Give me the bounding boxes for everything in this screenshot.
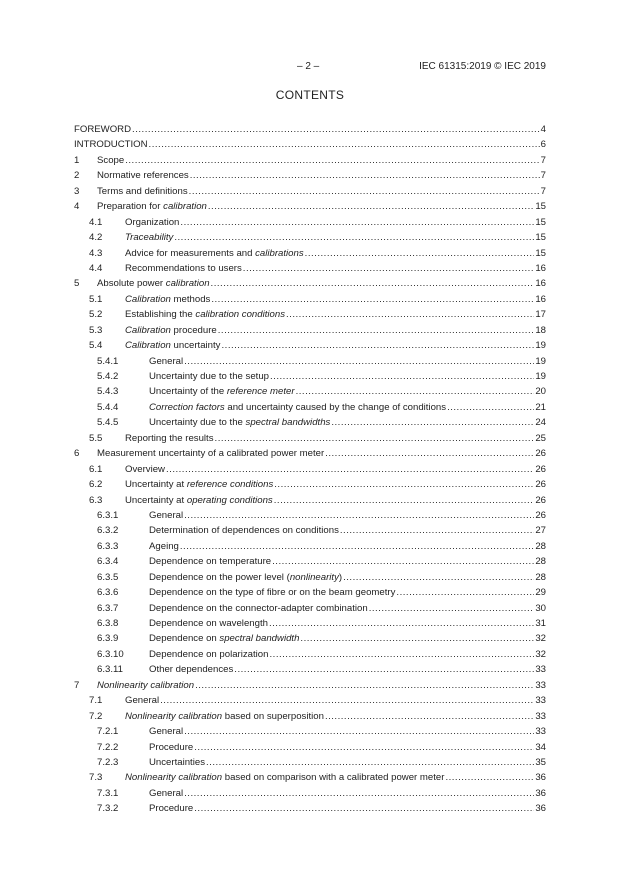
toc-entry[interactable] (74, 616, 546, 631)
toc-entry-title: Procedure (149, 740, 193, 755)
toc-entry[interactable] (74, 801, 546, 816)
toc-entry[interactable] (74, 230, 546, 245)
toc-entry[interactable] (74, 431, 546, 446)
toc-entry-title: Establishing the calibration conditions (125, 307, 285, 322)
toc-entry-number: 5 (74, 278, 80, 290)
toc-entry-number: 3 (74, 185, 80, 197)
dot-leader (194, 740, 534, 755)
dot-leader (180, 539, 534, 554)
toc-entry-title: General (149, 724, 183, 739)
toc-entry-number: 4 (74, 201, 80, 213)
toc-entry-number: 6.3.11 (97, 664, 123, 676)
toc-entry-title: Calibration procedure (125, 323, 217, 338)
toc-entry-page: 32 (535, 633, 546, 645)
dot-leader (243, 261, 535, 276)
toc-entry[interactable] (74, 261, 546, 276)
toc-entry-page: 35 (535, 756, 546, 768)
toc-entry-number: 5.4.4 (97, 401, 119, 413)
toc-entry[interactable] (74, 184, 546, 199)
toc-entry-number: 6 (74, 448, 80, 460)
dot-leader (184, 724, 534, 739)
toc-entry-number: 7.3.2 (97, 803, 119, 815)
toc-entry-page: 21 (535, 401, 546, 413)
toc-entry-title: Uncertainty due to the setup (149, 369, 269, 384)
toc-entry[interactable] (74, 539, 546, 554)
toc-entry-page: 27 (535, 525, 546, 537)
toc-entry-title: Reporting the results (125, 431, 214, 446)
toc-entry-title: INTRODUCTION (74, 137, 148, 152)
toc-entry-page: 15 (535, 232, 546, 244)
toc-entry-page: 19 (535, 371, 546, 382)
toc-entry-page: 36 (535, 787, 546, 799)
toc-entry-number: 4.2 (89, 232, 103, 244)
toc-entry-page: 33 (535, 664, 546, 676)
toc-entry-page: 15 (535, 247, 546, 259)
dot-leader (132, 122, 540, 137)
toc-entry-page: 36 (535, 803, 546, 815)
toc-entry[interactable] (74, 246, 546, 261)
dot-leader (340, 523, 534, 538)
toc-entry-title: Dependence on the power level (nonlinearity) (149, 570, 342, 585)
dot-leader (208, 199, 534, 214)
dot-leader (211, 292, 534, 307)
toc-entry-page: 15 (535, 216, 546, 228)
toc-entry[interactable] (74, 724, 546, 739)
toc-entry-title: Procedure (149, 801, 193, 816)
toc-entry-number: 5.4 (89, 340, 103, 352)
toc-entry-number: 5.4.2 (97, 371, 119, 382)
dot-leader (195, 678, 534, 693)
toc-entry[interactable] (74, 709, 546, 724)
dot-leader (166, 462, 534, 477)
toc-entry-page: 16 (535, 278, 546, 290)
dot-leader (325, 709, 534, 724)
dot-leader (296, 384, 535, 399)
toc-entry[interactable] (74, 678, 546, 693)
dot-leader (286, 307, 534, 322)
toc-entry[interactable] (74, 122, 546, 137)
toc-entry-title: Dependence on the type of fibre or on the beam geometry (149, 585, 395, 600)
toc-entry-number: 6.3.10 (97, 648, 124, 660)
toc-entry-page: 33 (535, 679, 546, 691)
dot-leader (180, 215, 534, 230)
toc-entry[interactable] (74, 323, 546, 338)
toc-entry[interactable] (74, 570, 546, 585)
toc-entry-page: 25 (535, 432, 546, 444)
dot-leader (184, 354, 534, 369)
dot-leader (274, 493, 535, 508)
toc-entry-title: Uncertainty at reference conditions (125, 477, 273, 492)
toc-entry[interactable] (74, 462, 546, 477)
toc-entry[interactable] (74, 292, 546, 307)
toc-entry-title: Uncertainty due to the spectral bandwidths (149, 415, 330, 430)
toc-entry[interactable] (74, 647, 546, 662)
dot-leader (218, 323, 535, 338)
dot-leader (270, 369, 534, 384)
toc-entry[interactable] (74, 786, 546, 801)
dot-leader (269, 647, 534, 662)
toc-entry-number: 7 (74, 679, 80, 691)
dot-leader (215, 431, 535, 446)
toc-entry-number: 6.1 (89, 463, 103, 475)
toc-entry[interactable] (74, 153, 546, 168)
toc-entry-page: 6 (540, 139, 546, 151)
dot-leader (184, 508, 534, 523)
toc-entry-page: 33 (535, 695, 546, 707)
toc-entry-page: 28 (535, 540, 546, 552)
toc-entry-title: Scope (97, 153, 124, 168)
toc-entry-page: 20 (535, 386, 546, 398)
toc-entry-page: 19 (535, 355, 546, 367)
toc-entry-number: 1 (74, 154, 80, 166)
toc-entry[interactable] (74, 369, 546, 384)
toc-entry-number: 2 (74, 170, 80, 182)
toc-entry[interactable] (74, 215, 546, 230)
toc-entry[interactable] (74, 554, 546, 569)
dot-leader (221, 338, 534, 353)
toc-entry-title: Organization (125, 215, 179, 230)
toc-entry-number: 4.3 (89, 247, 103, 259)
toc-entry-page: 26 (535, 448, 546, 460)
toc-entry[interactable] (74, 168, 546, 183)
toc-entry[interactable] (74, 662, 546, 677)
toc-entry-title: FOREWORD (74, 122, 131, 137)
toc-entry-number: 6.3.1 (97, 509, 119, 521)
toc-entry-title: Overview (125, 462, 165, 477)
dot-leader (206, 755, 534, 770)
toc-entry-title: Ageing (149, 539, 179, 554)
toc-entry[interactable] (74, 400, 546, 415)
toc-entry-page: 31 (535, 618, 546, 629)
toc-entry-number: 5.5 (89, 432, 103, 444)
toc-entry-title: Preparation for calibration (97, 199, 207, 214)
toc-entry-title: Normative references (97, 168, 189, 183)
toc-entry-title: General (149, 354, 183, 369)
toc-entry-number: 4.4 (89, 262, 103, 274)
toc-entry-title: Determination of dependences on conditions (149, 523, 339, 538)
toc-entry-page: 19 (535, 340, 546, 352)
toc-entry[interactable] (74, 493, 546, 508)
toc-entry-title: Terms and definitions (97, 184, 188, 199)
dot-leader (300, 631, 534, 646)
toc-entry-title: Correction factors and uncertainty caused by the change of conditions (149, 400, 446, 415)
toc-entry-number: 6.2 (89, 479, 103, 491)
toc-entry[interactable] (74, 276, 546, 291)
toc-entry[interactable] (74, 477, 546, 492)
toc-entry-number: 5.1 (89, 293, 103, 305)
toc-entry-page: 30 (535, 602, 546, 614)
toc-entry-number: 5.4.1 (97, 355, 119, 367)
toc-entry-page: 28 (535, 556, 546, 568)
toc-entry-number: 6.3.9 (97, 633, 119, 645)
toc-entry-title: Other dependences (149, 662, 233, 677)
toc-entry-page: 36 (535, 772, 546, 784)
toc-entry-number: 7.3.1 (97, 787, 119, 799)
toc-entry-page: 16 (535, 262, 546, 274)
toc-entry-page: 32 (535, 648, 546, 660)
dot-leader (343, 570, 534, 585)
toc-entry-number: 5.4.3 (97, 386, 119, 398)
dot-leader (174, 230, 534, 245)
toc-entry-title: Dependence on wavelength (149, 616, 268, 631)
toc-entry-title: General (149, 786, 183, 801)
toc-entry-page: 26 (535, 509, 546, 521)
toc-entry-number: 6.3.2 (97, 525, 119, 537)
toc-entry-number: 7.3 (89, 772, 103, 784)
toc-entry-number: 7.2 (89, 710, 103, 722)
dot-leader (445, 770, 534, 785)
toc-entry-number: 7.2.2 (97, 741, 119, 753)
toc-entry[interactable] (74, 523, 546, 538)
dot-leader (369, 601, 535, 616)
toc-entry-page: 4 (540, 124, 546, 135)
dot-leader (396, 585, 534, 600)
toc-entry-title: Advice for measurements and calibrations (125, 246, 304, 261)
toc-entry[interactable] (74, 755, 546, 770)
toc-entry[interactable] (74, 693, 546, 708)
toc-entry-title: Calibration uncertainty (125, 338, 220, 353)
toc-entry-number: 5.4.5 (97, 417, 119, 429)
toc-entry-title: Uncertainty at operating conditions (125, 493, 273, 508)
toc-entry-title: Measurement uncertainty of a calibrated power meter (97, 446, 324, 461)
dot-leader (274, 477, 534, 492)
toc-entry-title: Uncertainties (149, 755, 205, 770)
dot-leader (234, 662, 534, 677)
toc-entry-page: 7 (540, 185, 546, 197)
toc-entry-page: 29 (535, 587, 546, 599)
toc-entry-title: Dependence on spectral bandwidth (149, 631, 299, 646)
toc-entry-title: Nonlinearity calibration (97, 678, 194, 693)
toc-entry-number: 6.3.5 (97, 571, 119, 583)
toc-entry-page: 15 (535, 201, 546, 213)
toc-entry-number: 6.3.3 (97, 540, 119, 552)
dot-leader (190, 168, 540, 183)
dot-leader (160, 693, 534, 708)
toc-entry-page: 28 (535, 571, 546, 583)
toc-entry-number: 5.3 (89, 324, 103, 336)
toc-entry-number: 4.1 (89, 216, 103, 228)
toc-entry-page: 26 (535, 494, 546, 506)
toc-entry[interactable] (74, 446, 546, 461)
toc-entry-page: 16 (535, 293, 546, 305)
toc-entry-title: Dependence on polarization (149, 647, 268, 662)
dot-leader (331, 415, 534, 430)
toc-entry-title: Traceability (125, 230, 173, 245)
dot-leader (447, 400, 534, 415)
toc-entry-title: Dependence on the connector-adapter combination (149, 601, 368, 616)
toc-entry-page: 33 (535, 710, 546, 722)
toc-entry[interactable] (74, 384, 546, 399)
standard-reference: IEC 61315:2019 © IEC 2019 (419, 61, 546, 72)
toc-entry-number: 7.1 (89, 695, 103, 707)
toc-entry-page: 26 (535, 463, 546, 475)
dot-leader (325, 446, 534, 461)
dot-leader (194, 801, 534, 816)
toc-entry-number: 7.2.1 (97, 726, 119, 738)
table-of-contents (74, 122, 546, 817)
toc-entry-title: Recommendations to users (125, 261, 242, 276)
dot-leader (272, 554, 534, 569)
toc-entry-page: 34 (535, 741, 546, 753)
toc-entry-title: Absolute power calibration (97, 276, 210, 291)
toc-entry[interactable] (74, 585, 546, 600)
dot-leader (184, 786, 534, 801)
toc-entry[interactable] (74, 307, 546, 322)
toc-entry-number: 6.3.6 (97, 587, 119, 599)
page-title: CONTENTS (275, 88, 345, 102)
toc-entry[interactable] (74, 338, 546, 353)
toc-entry-title: Dependence on temperature (149, 554, 271, 569)
dot-leader (125, 153, 539, 168)
toc-entry-number: 6.3.8 (97, 618, 119, 629)
toc-entry-page: 18 (535, 324, 546, 336)
toc-entry-page: 17 (535, 309, 546, 321)
toc-entry-title: Nonlinearity calibration based on superposition (125, 709, 324, 724)
dot-leader (305, 246, 535, 261)
toc-entry[interactable] (74, 354, 546, 369)
toc-entry-number: 6.3.4 (97, 556, 119, 568)
toc-entry-page: 33 (535, 726, 546, 738)
toc-entry[interactable] (74, 199, 546, 214)
toc-entry-title: Uncertainty of the reference meter (149, 384, 295, 399)
toc-entry[interactable] (74, 770, 546, 785)
toc-entry-title: General (149, 508, 183, 523)
toc-entry-page: 26 (535, 479, 546, 491)
toc-entry-number: 7.2.3 (97, 756, 119, 768)
dot-leader (269, 616, 534, 631)
toc-entry-page: 7 (540, 154, 546, 166)
toc-entry-title: General (125, 693, 159, 708)
toc-entry[interactable] (74, 740, 546, 755)
page-number: – 2 – (297, 61, 320, 72)
toc-entry[interactable] (74, 508, 546, 523)
toc-entry-title: Calibration methods (125, 292, 210, 307)
toc-entry[interactable] (74, 137, 546, 152)
dot-leader (149, 137, 540, 152)
toc-entry-number: 6.3 (89, 494, 103, 506)
toc-entry-number: 6.3.7 (97, 602, 119, 614)
dot-leader (189, 184, 540, 199)
toc-entry-title: Nonlinearity calibration based on comparison with a calibrated power meter (125, 770, 444, 785)
toc-entry-page: 24 (535, 417, 546, 429)
toc-entry[interactable] (74, 601, 546, 616)
toc-entry-page: 7 (540, 170, 546, 182)
dot-leader (211, 276, 535, 291)
toc-entry[interactable] (74, 415, 546, 430)
toc-entry[interactable] (74, 631, 546, 646)
toc-entry-number: 5.2 (89, 309, 103, 321)
